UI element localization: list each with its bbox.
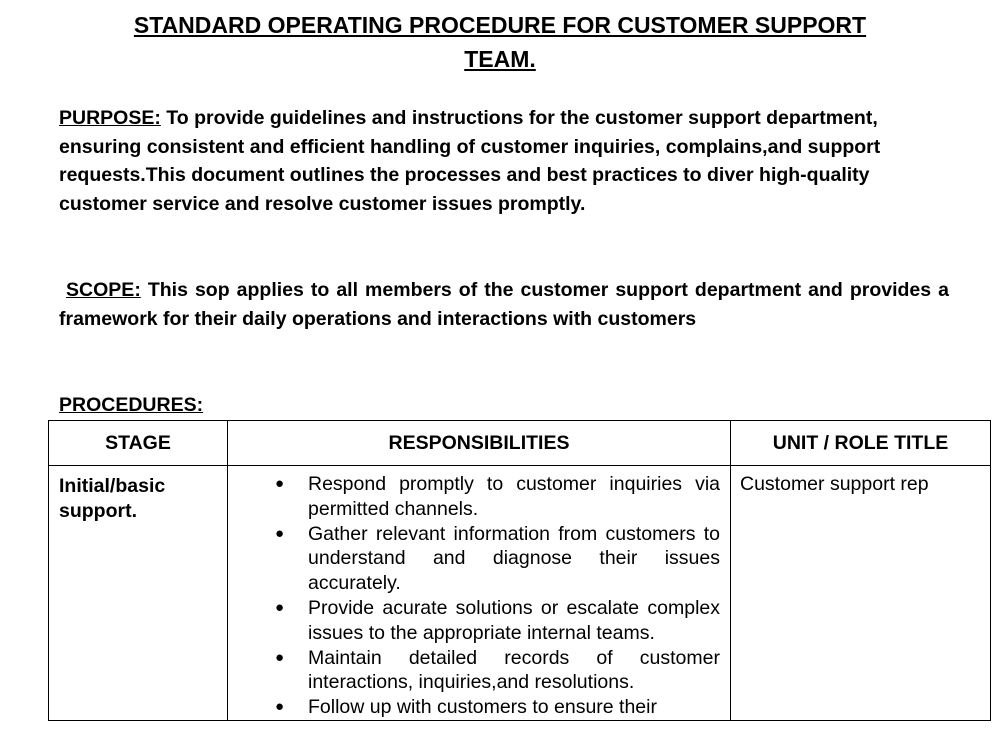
responsibilities-list <box>228 472 720 720</box>
table-header-row <box>49 421 991 466</box>
scope-label: SCOPE: <box>66 279 141 301</box>
header-role: UNIT / ROLE TITLE <box>731 421 991 466</box>
procedures-table <box>48 420 991 721</box>
table-row <box>49 466 991 721</box>
document-title <box>0 8 1000 76</box>
procedures-heading: PROCEDURES: <box>59 394 204 416</box>
header-responsibilities: RESPONSIBILITIES <box>228 421 731 466</box>
list-item: ● Provide acurate solutions or escalate complex issues to the appropriate internal teams. <box>275 596 720 644</box>
list-item: ● Follow up with customers to ensure their <box>275 696 657 719</box>
bullet-icon: ● <box>275 648 285 666</box>
role-cell: Customer support rep <box>731 466 991 721</box>
bullet-icon: ● <box>275 598 285 616</box>
list-item: ● Gather relevant information from customers to understand and diagnose their issues accurately. <box>275 522 720 595</box>
purpose-paragraph <box>59 104 909 219</box>
title-line-1: STANDARD OPERATING PROCEDURE FOR CUSTOMER SUPPORT <box>133 12 867 38</box>
list-item: ● Maintain detailed records of customer interactions, inquiries,and resolutions. <box>275 646 720 694</box>
bullet-icon: ● <box>275 475 285 492</box>
header-stage: STAGE <box>49 421 228 466</box>
stage-cell: Initial/basic support. <box>49 466 228 721</box>
bullet-icon: ● <box>275 698 285 716</box>
scope-text: This sop applies to all members of the customer support department and provides a framework for their daily operations and interactions with customers <box>59 279 950 330</box>
purpose-label: PURPOSE: <box>59 107 161 129</box>
bullet-icon: ● <box>275 524 285 542</box>
responsibilities-cell <box>228 466 731 721</box>
purpose-text: To provide guidelines and instructions for the customer support department, ensuring consistent and efficient handling of customer inquiries, complains,and support requests.This document outlines the processes and best practices to diver high-quality customer service and resolve customer issues promptly. <box>59 107 881 216</box>
title-line-2: TEAM. <box>464 46 536 72</box>
list-item: ● Respond promptly to customer inquiries via permitted channels. <box>275 473 720 520</box>
scope-paragraph <box>59 276 949 333</box>
